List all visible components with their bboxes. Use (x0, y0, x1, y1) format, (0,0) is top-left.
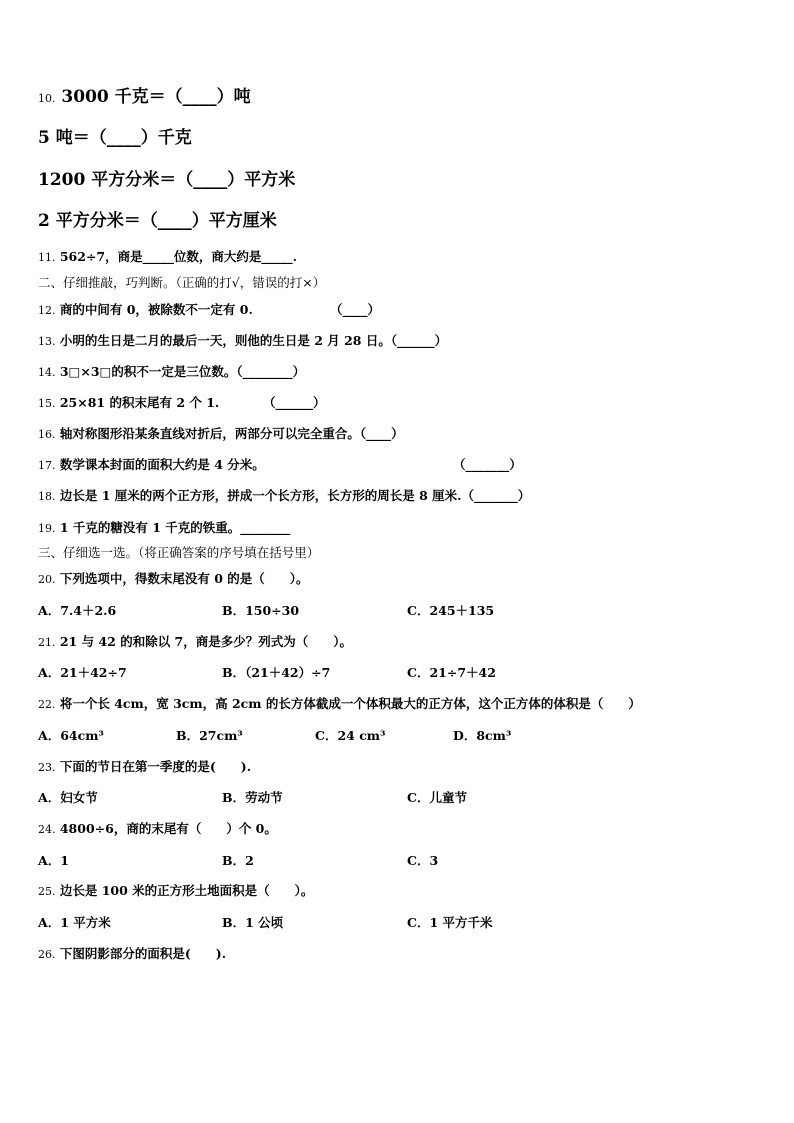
answer-blank: （_______） (453, 457, 522, 472)
question-11 (38, 249, 297, 266)
question-number: 25. (38, 885, 56, 898)
option-b: B．劳动节 (222, 790, 283, 805)
question-number: 22. (38, 698, 56, 711)
option-b: B．150÷30 (222, 603, 300, 618)
question-text: 边长是 100 米的正方形土地面积是（ ）。 (59, 883, 314, 898)
question-number: 11. (38, 251, 56, 264)
question-text: 下图阴影部分的面积是( ). (59, 946, 227, 961)
question-text: 3000 千克＝（____）吨 (61, 87, 251, 107)
answer-blank: （____） (330, 302, 381, 317)
question-text: 2 平方分米＝（____）平方厘米 (38, 211, 277, 231)
section-3-title: 三、仔细选一选。（将正确答案的序号填在括号里） (38, 545, 320, 560)
question-text: 商的中间有 0，被除数不一定有 0. (59, 302, 253, 317)
option-a: A．21＋42÷7 (38, 665, 127, 680)
option-b: B．2 (222, 853, 254, 868)
option-a: A．64cm³ (38, 728, 104, 743)
question-17 (38, 457, 265, 474)
question-text: 5 吨＝（____）千克 (38, 128, 192, 148)
question-text: 将一个长 4cm，宽 3cm，高 2cm 的长方体截成一个体积最大的正方体，这个正方体的体积是（ ） (59, 696, 641, 711)
option-b: B．1 公顷 (222, 915, 284, 930)
question-text: 下面的节日在第一季度的是( ). (59, 759, 252, 774)
question-20 (38, 571, 309, 588)
question-22 (38, 696, 641, 713)
question-text: 边长是 1 厘米的两个正方形，拼成一个长方形，长方形的周长是 8 厘米.（_______） (59, 488, 531, 503)
section-2-title: 二、仔细推敲，巧判断。（正确的打√，错误的打×） (38, 275, 326, 290)
question-14 (38, 364, 305, 381)
question-text: 1 千克的糖没有 1 千克的铁重。________ (59, 520, 291, 535)
question-text: 下列选项中，得数末尾没有 0 的是（ ）。 (59, 571, 309, 586)
question-number: 15. (38, 397, 56, 410)
question-text: 1200 平方分米＝（____）平方米 (38, 170, 296, 190)
question-number: 13. (38, 335, 56, 348)
question-10-line-1 (38, 86, 251, 110)
question-10-line-4 (38, 210, 277, 232)
question-21 (38, 634, 352, 651)
question-text: 小明的生日是二月的最后一天，则他的生日是 2 月 28 日。（______） (59, 333, 448, 348)
question-text: 数学课本封面的面积大约是 4 分米。 (59, 457, 265, 472)
question-number: 12. (38, 304, 56, 317)
question-12 (38, 302, 253, 319)
question-number: 20. (38, 573, 56, 586)
question-25 (38, 883, 313, 900)
question-18 (38, 488, 530, 505)
option-b: B．27cm³ (176, 728, 243, 743)
question-number: 24. (38, 823, 56, 836)
question-10-line-2 (38, 127, 192, 149)
question-26 (38, 946, 226, 963)
option-a: A．7.4＋2.6 (38, 603, 117, 618)
question-number: 23. (38, 761, 56, 774)
option-c: C．24 cm³ (315, 728, 386, 743)
question-24 (38, 821, 277, 838)
question-number: 16. (38, 428, 56, 441)
question-number: 26. (38, 948, 56, 961)
question-number: 14. (38, 366, 56, 379)
question-23 (38, 759, 251, 776)
option-c: C．21÷7＋42 (407, 665, 496, 680)
question-10-line-3 (38, 169, 295, 191)
question-text: 4800÷6，商的末尾有（ ）个 0。 (59, 821, 277, 836)
option-a: A．1 平方米 (38, 915, 111, 930)
question-text: 25×81 的积末尾有 2 个 1. (59, 395, 220, 410)
question-number: 18. (38, 490, 56, 503)
question-number: 10. (38, 92, 56, 105)
option-a: A．1 (38, 853, 69, 868)
option-c: C．儿童节 (407, 790, 467, 805)
question-text: 562÷7，商是_____位数，商大约是_____. (59, 249, 297, 264)
option-b: B．（21＋42）÷7 (222, 665, 331, 680)
question-19 (38, 520, 290, 537)
question-number: 21. (38, 636, 56, 649)
question-text: 轴对称图形沿某条直线对折后，两部分可以完全重合。（____） (59, 426, 404, 441)
option-a: A．妇女节 (38, 790, 98, 805)
option-d: D．8cm³ (453, 728, 512, 743)
question-16 (38, 426, 404, 443)
answer-blank: （______） (263, 395, 326, 410)
question-text: 3□×3□的积不一定是三位数。（________） (59, 364, 306, 379)
option-c: C．1 平方千米 (407, 915, 493, 930)
question-number: 17. (38, 459, 56, 472)
question-13 (38, 333, 447, 350)
question-number: 19. (38, 522, 56, 535)
question-15 (38, 395, 219, 412)
option-c: C．3 (407, 853, 439, 868)
option-c: C．245＋135 (407, 603, 495, 618)
question-text: 21 与 42 的和除以 7，商是多少？列式为（ ）。 (59, 634, 353, 649)
